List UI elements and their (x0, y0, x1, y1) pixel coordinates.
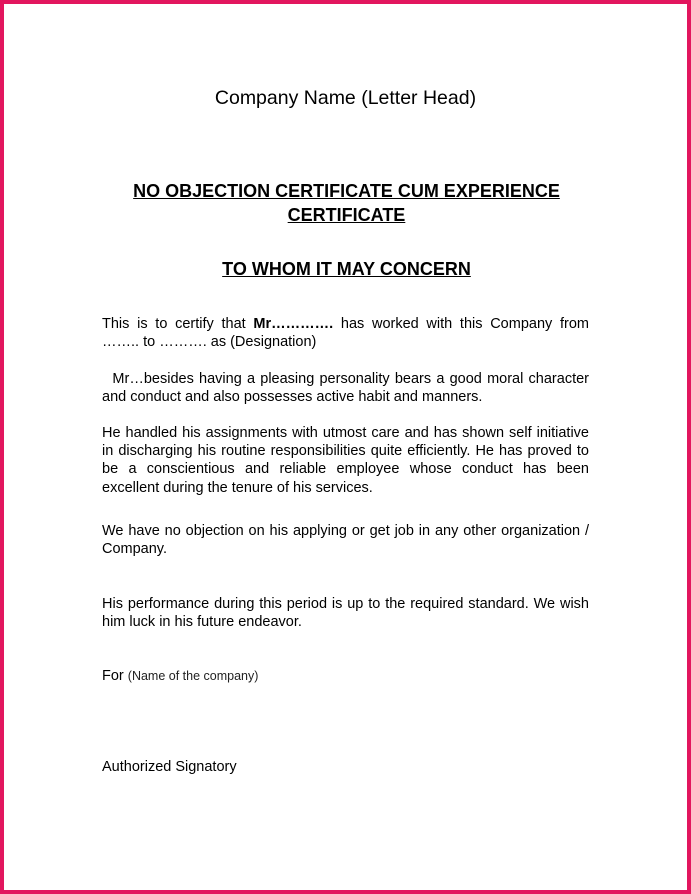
for-company-line (102, 667, 258, 685)
for-label: For (102, 668, 124, 684)
salutation-heading: TO WHOM IT MAY CONCERN (222, 259, 471, 279)
company-name-placeholder: (Name of the company) (127, 669, 259, 683)
certify-paragraph (102, 315, 589, 351)
certificate-title-line2: CERTIFICATE (287, 205, 406, 225)
authorized-signatory: Authorized Signatory (102, 759, 237, 775)
employee-name-placeholder: Mr…………. (253, 316, 334, 332)
no-objection-paragraph: We have no objection on his applying or get job in any other organization / Company. (102, 523, 589, 558)
certify-tenure-text: has worked with this Company from …….. to ………. as (Designation) (102, 316, 589, 351)
certificate-title-line1: NO OBJECTION CERTIFICATE CUM EXPERIENCE (133, 181, 560, 201)
character-paragraph: Mr…besides having a pleasing personality bears a good moral character and conduct and also possesses active habit and manners. (102, 371, 589, 406)
certify-intro-text: This is to certify that (102, 316, 254, 332)
closing-paragraph: His performance during this period is up to the required standard. We wish him luck in his future endeavor. (102, 596, 589, 631)
performance-details-paragraph: He handled his assignments with utmost care and has shown self initiative in discharging his routine responsibilities quite efficiently. He has proved to be a conscientious and reliable employee whose conduct has been excellent during the tenure of his services. (102, 425, 589, 496)
letterhead: Company Name (Letter Head) (214, 87, 477, 109)
certificate-title (100, 179, 593, 227)
